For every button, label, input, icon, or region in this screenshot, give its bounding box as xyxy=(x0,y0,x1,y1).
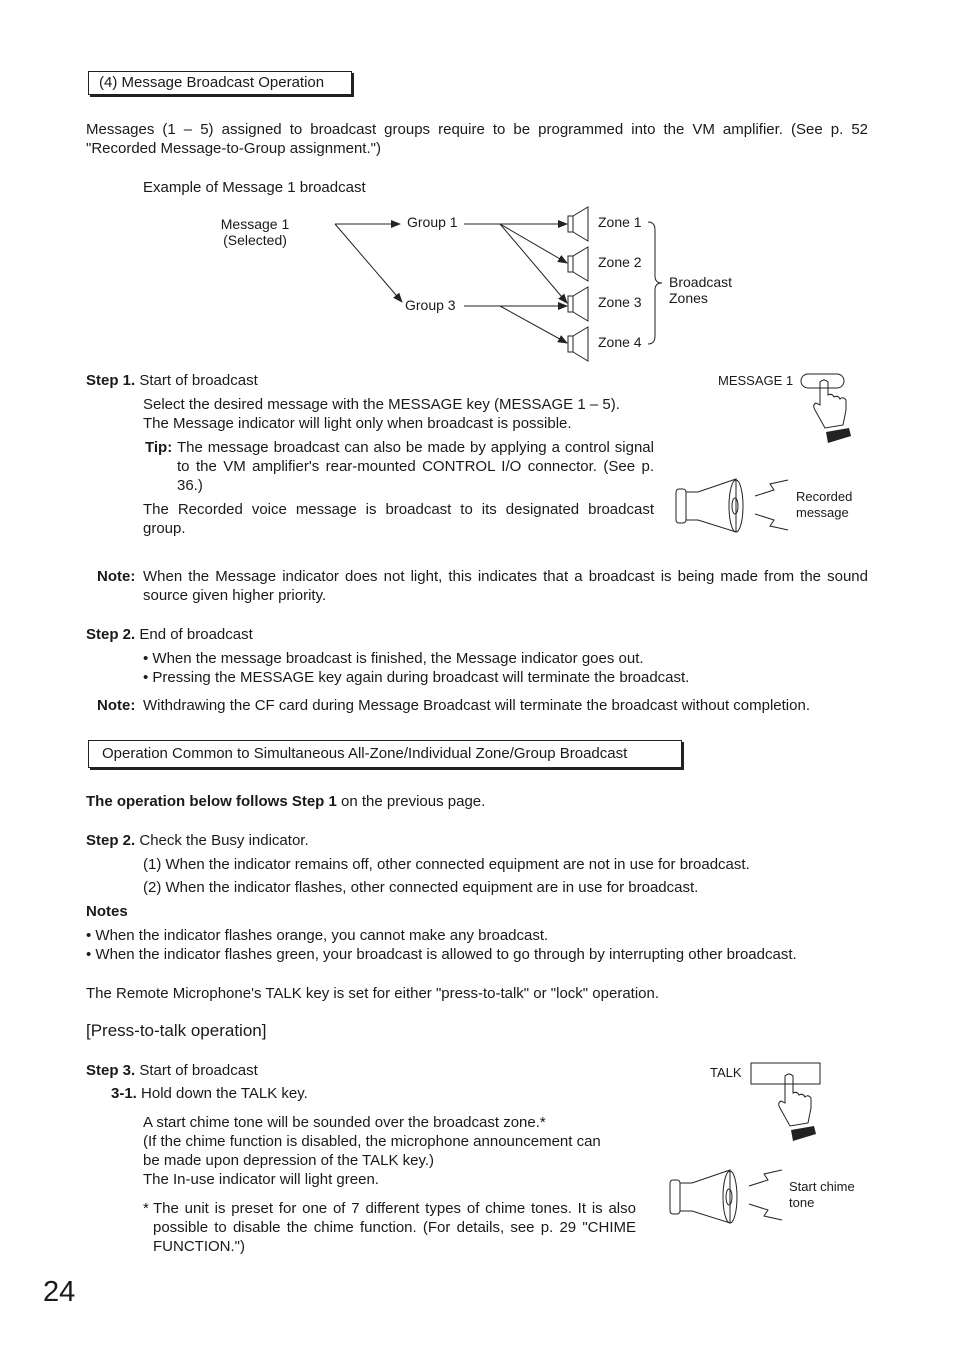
note1-label: Note: xyxy=(97,568,136,585)
note2-label: Note: xyxy=(97,697,136,714)
section-heading-common-operation xyxy=(88,740,682,768)
section-heading-text: (4) Message Broadcast Operation xyxy=(99,74,325,91)
intro-paragraph: Messages (1 – 5) assigned to broadcast groups require to be programmed into the VM amplifier. (See p. 52 "Recorded Message-to-Group assignment.") xyxy=(86,121,868,157)
step3-line-1: A start chime tone will be sounded over the broadcast zone.* xyxy=(143,1114,546,1131)
step2-end-heading: Step 2. End of broadcast xyxy=(86,626,253,643)
loudspeaker-icon xyxy=(676,479,743,532)
step3-line-3: be made upon depression of the TALK key.) xyxy=(143,1152,435,1169)
diagram-broadcast-zones-label: Broadcast Zones xyxy=(669,274,733,306)
step3-line-2: (If the chime function is disabled, the microphone announcement can xyxy=(143,1133,601,1150)
diagram-group1-label: Group 1 xyxy=(407,214,458,230)
busy-item-2: (2) When the indicator flashes, other connected equipment are in use for broadcast. xyxy=(143,879,699,896)
notes-item-1: • When the indicator flashes orange, you cannot make any broadcast. xyxy=(86,927,549,944)
step1-heading: Step 1. Start of broadcast xyxy=(86,372,258,389)
recorded-message-label: Recorded message xyxy=(796,489,853,520)
diagram-message-label: Message 1 (Selected) xyxy=(220,216,290,248)
sound-wave-icon xyxy=(755,480,788,530)
tip-label: Tip: xyxy=(145,439,173,456)
busy-item-1: (1) When the indicator remains off, other connected equipment are not in use for broadcast. xyxy=(143,856,750,873)
section-heading-text: Operation Common to Simultaneous All-Zone/Individual Zone/Group Broadcast xyxy=(102,745,628,762)
step3-1-heading: 3-1. Hold down the TALK key. xyxy=(111,1085,308,1102)
talk-key-paragraph: The Remote Microphone's TALK key is set for either "press-to-talk" or "lock" operation. xyxy=(86,985,660,1002)
step1-line2: The Message indicator will light only when broadcast is possible. xyxy=(143,415,572,432)
talk-key-label: TALK xyxy=(710,1065,742,1080)
sound-wave-icon xyxy=(749,1170,782,1220)
page-number: 24 xyxy=(43,1276,76,1308)
message-key-label: MESSAGE 1 xyxy=(718,373,794,388)
footnote-mark: * xyxy=(143,1200,149,1217)
step1-paragraph: The Recorded voice message is broadcast to its designated broadcast group. xyxy=(143,501,654,537)
diagram-zone3-label: Zone 3 xyxy=(598,294,642,310)
talk-key-illustration xyxy=(0,1000,954,1300)
diagram-zone2-label: Zone 2 xyxy=(598,254,642,270)
notes-item-2: • When the indicator flashes green, your broadcast is allowed to go through by interrupting other broadcast. xyxy=(86,946,797,963)
diagram-zone1-label: Zone 1 xyxy=(598,214,642,230)
note2-text: Withdrawing the CF card during Message Broadcast will terminate the broadcast without completion. xyxy=(143,697,810,714)
note1-text: When the Message indicator does not light, this indicates that a broadcast is being made from the sound source given higher priority. xyxy=(143,568,868,604)
step2-busy-heading: Step 2. Check the Busy indicator. xyxy=(86,832,309,849)
tip-text: The message broadcast can also be made by applying a control signal to the VM amplifier's rear-mounted CONTROL I/O connector. (See p. 36.) xyxy=(177,439,654,494)
step1-line1: Select the desired message with the MESSAGE key (MESSAGE 1 – 5). xyxy=(143,396,620,413)
pressing-finger-icon xyxy=(814,380,851,443)
example-title: Example of Message 1 broadcast xyxy=(143,179,366,196)
press-to-talk-heading: [Press-to-talk operation] xyxy=(86,1021,267,1040)
loudspeaker-icon xyxy=(670,1170,737,1223)
start-chime-label: Start chime tone xyxy=(789,1179,855,1210)
step2-bullet-1: • When the message broadcast is finished, the Message indicator goes out. xyxy=(143,650,644,667)
diagram-group3-label: Group 3 xyxy=(405,297,456,313)
step2-bullet-2: • Pressing the MESSAGE key again during broadcast will terminate the broadcast. xyxy=(143,669,690,686)
message-key-button xyxy=(801,374,844,388)
step3-line-4: The In-use indicator will light green. xyxy=(143,1171,379,1188)
follow-step1-line: The operation below follows Step 1 on the previous page. xyxy=(86,793,486,810)
step3-heading: Step 3. Start of broadcast xyxy=(86,1062,258,1079)
notes-label: Notes xyxy=(86,903,128,920)
diagram-zone4-label: Zone 4 xyxy=(598,334,642,350)
chime-footnote: The unit is preset for one of 7 different types of chime tones. It is also possible to disable the chime function. (For details, see p. 29 "CHIME FUNCTION.") xyxy=(153,1200,636,1255)
